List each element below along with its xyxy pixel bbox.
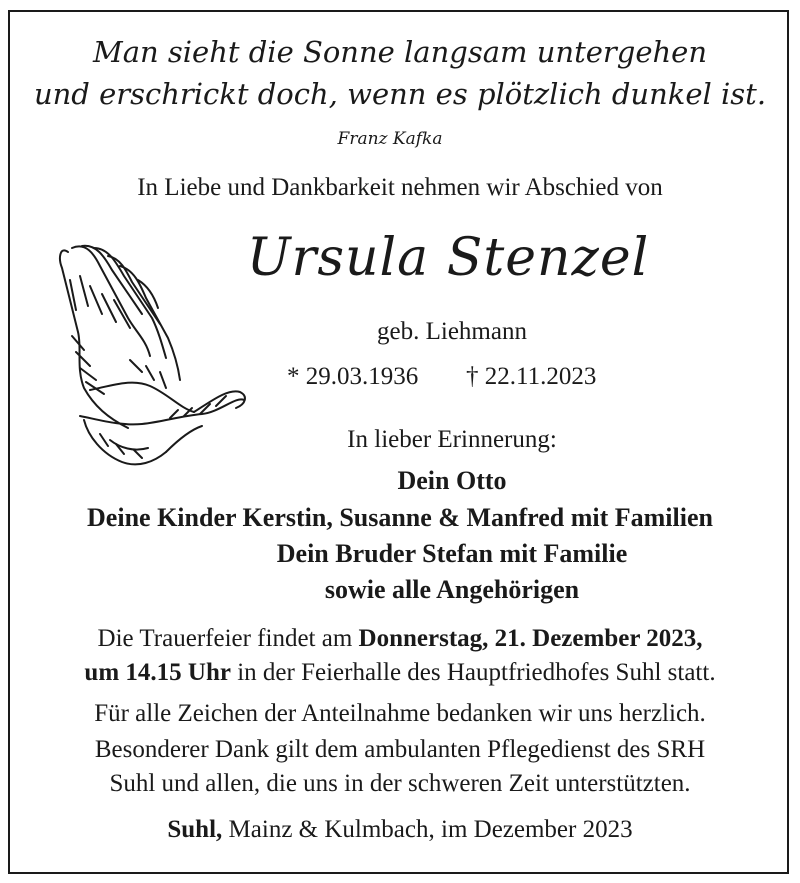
service-line-2 bbox=[0, 658, 800, 688]
closing-place: Suhl, bbox=[167, 816, 223, 843]
service-line-1-text: Die Trauerfeier findet am bbox=[97, 625, 359, 652]
thanks-line-1: Für alle Zeichen der Anteilnahme bedanken wir uns herzlich. bbox=[94, 700, 706, 727]
quote-line-1: Man sieht die Sonne langsam untergehen bbox=[93, 35, 707, 69]
thanks-line-3: Suhl und allen, die uns in der schweren Zeit unterstützten. bbox=[109, 770, 691, 797]
service-date: Donnerstag, 21. Dezember 2023, bbox=[358, 625, 703, 652]
quote-author: Franz Kafka bbox=[337, 129, 443, 149]
mourner-children: Deine Kinder Kerstin, Susanne & Manfred mit Familien bbox=[87, 503, 713, 532]
service-time: um 14.15 Uhr bbox=[84, 659, 231, 686]
mourner-spouse: Dein Otto bbox=[397, 466, 507, 495]
service-location: in der Feierhalle des Hauptfriedhofes Suhl statt. bbox=[230, 659, 716, 686]
deceased-name: Ursula Stenzel bbox=[246, 228, 650, 288]
mourner-brother: Dein Bruder Stefan mit Familie bbox=[276, 539, 628, 568]
intro-text: In Liebe und Dankbarkeit nehmen wir Abschied von bbox=[137, 174, 663, 201]
birth-date: * 29.03.1936 bbox=[287, 363, 419, 390]
maiden-name: geb. Liehmann bbox=[377, 318, 527, 345]
service-line-1 bbox=[0, 624, 800, 654]
closing-rest: Mainz & Kulmbach, im Dezember 2023 bbox=[222, 816, 633, 843]
quote-line-2: und erschrickt doch, wenn es plötzlich dunkel ist. bbox=[33, 77, 767, 111]
closing-line bbox=[0, 815, 800, 845]
thanks-line-2: Besonderer Dank gilt dem ambulanten Pflegedienst des SRH bbox=[94, 736, 706, 763]
death-date: † 22.11.2023 bbox=[466, 363, 597, 390]
memory-heading: In lieber Erinnerung: bbox=[347, 426, 557, 453]
mourner-relatives: sowie alle Angehörigen bbox=[324, 575, 580, 604]
